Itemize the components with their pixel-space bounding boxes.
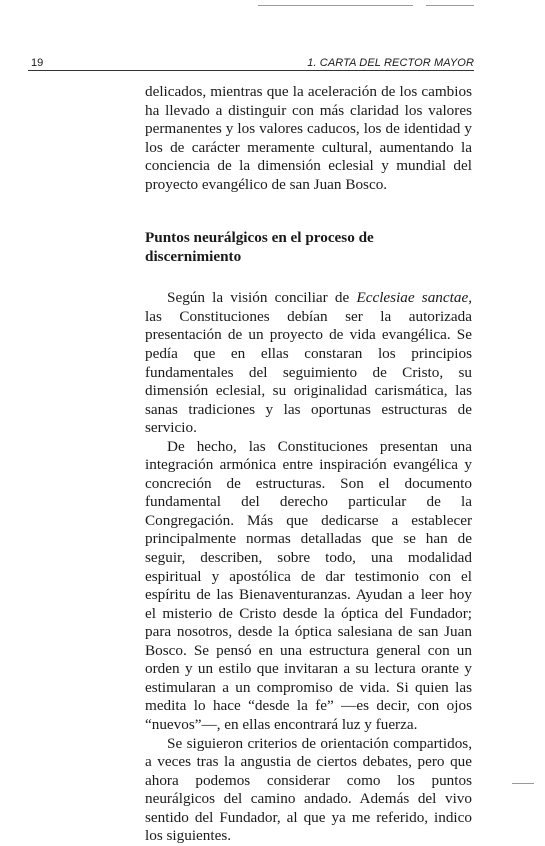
paragraph-conciliar-vision xyxy=(145,289,472,437)
paragraph-text: Según la visión conciliar de xyxy=(167,289,357,307)
document-title-italic: Ecclesiae sanctae, xyxy=(356,289,472,307)
bottom-edge-mark xyxy=(512,783,534,784)
paragraph-constitutions: De hecho, las Constituciones presentan una integración armónica entre inspiración evangélica y concreción de estructuras. Son el documento fundamental del derecho particular de la Congregación. Más que dedicarse a establecer principalmente normas detalladas que se han de seguir, describen, sobre todo, una modalidad espiritual y apostólica de dar testimonio con el espíritu de las Bienaventuranzas. Ayudan a leer hoy el misterio de Cristo desde la óptica del Fundador; para nosotros, desde la óptica salesiana de san Juan Bosco. Se pensó en una estructura general con un orden y un estilo que invitaran a su lectura orante y estimularan a un compromiso de vida. Si quien las medita lo hace “desde la fe” —es decir, con ojos “nuevos”—, en ellas encontrará luz y fuerza. xyxy=(145,437,472,733)
section-heading: Puntos neurálgicos en el proceso de discernimiento xyxy=(145,229,374,265)
page-number: 19 xyxy=(31,57,44,69)
top-edge-rule-right xyxy=(426,5,474,6)
chapter-title: 1. CARTA DEL RECTOR MAYOR xyxy=(307,57,474,69)
paragraph-text: las Constituciones debían ser la autorizada presentación de un proyecto de vida evangélica. Se pedía que en ellas constaran los principios fundamentales del seguimiento de Cristo, su dimensión eclesial, su originalidad carismática, las sanas tradiciones y las oportunas estructuras de servicio. xyxy=(145,307,472,437)
paragraph-criteria: Se siguieron criterios de orientación compartidos, a veces tras la angustia de ciertos debates, pero que ahora podemos considerar como los puntos neurálgicos del camino andado. Además del vivo sentido del Fundador, al que ya me referido, indico los siguientes. xyxy=(145,734,472,845)
header-rule xyxy=(28,70,474,71)
page-body xyxy=(145,83,472,846)
opening-paragraph: delicados, mientras que la aceleración de los cambios ha llevado a distinguir con más claridad los valores permanentes y los valores caducos, los de identidad y los de carácter meramente cultural, aumentando la conciencia de la dimensión eclesial y mundial del proyecto evangélico de san Juan Bosco. xyxy=(145,83,472,193)
top-edge-rule-left xyxy=(258,5,413,6)
